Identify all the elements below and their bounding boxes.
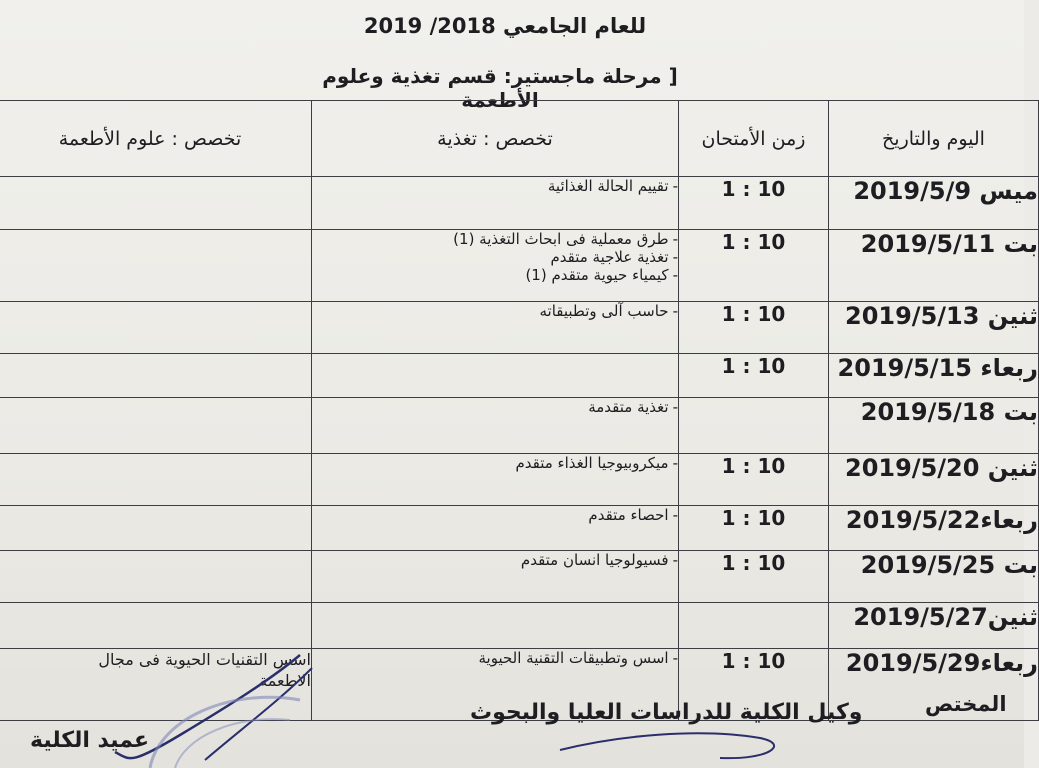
stamp-ring-inner bbox=[175, 719, 290, 768]
subject-item bbox=[312, 398, 678, 416]
exam-date-cell: بت 2019/5/11 bbox=[829, 230, 1039, 302]
nutrition-subjects-cell bbox=[312, 230, 679, 302]
table-row bbox=[0, 506, 1039, 551]
table-row bbox=[0, 354, 1039, 398]
vice-dean-signature-label: وكيل الكلية للدراسات العليا والبحوث bbox=[470, 700, 863, 725]
bullet-dash: - bbox=[672, 248, 678, 266]
food-science-subjects-cell bbox=[0, 551, 312, 603]
table-row bbox=[0, 603, 1039, 649]
subject-text: تغذية علاجية متقدم bbox=[550, 248, 669, 266]
subject-text: طرق معملية فى ابحاث التغذية (1) bbox=[453, 230, 669, 248]
subject-item bbox=[312, 551, 678, 569]
food-science-subjects-cell bbox=[0, 603, 312, 649]
exam-date-cell: بت 2019/5/18 bbox=[829, 398, 1039, 454]
subject-text: اسس وتطبيقات التقنية الحيوية bbox=[478, 649, 669, 667]
bullet-dash: - bbox=[672, 649, 678, 667]
academic-year-title: للعام الجامعي 2018/ 2019 bbox=[363, 14, 647, 38]
nutrition-subjects-cell bbox=[312, 603, 679, 649]
bullet-dash: - bbox=[672, 551, 678, 569]
exam-schedule-table bbox=[0, 100, 1039, 721]
bullet-dash: - bbox=[672, 506, 678, 524]
bullet-dash: - bbox=[672, 398, 678, 416]
exam-time-cell: 1 : 10 bbox=[679, 506, 829, 551]
exam-date-cell: ثنين 2019/5/20 bbox=[829, 454, 1039, 506]
header-food-science: تخصص : علوم الأطعمة bbox=[0, 101, 312, 177]
table-row bbox=[0, 398, 1039, 454]
food-science-subjects-cell bbox=[0, 354, 312, 398]
exam-time-cell: 1 : 10 bbox=[679, 354, 829, 398]
exam-time-cell bbox=[679, 603, 829, 649]
table-row bbox=[0, 454, 1039, 506]
subject-item bbox=[312, 248, 678, 266]
exam-date-cell: ربعاء2019/5/22 bbox=[829, 506, 1039, 551]
bullet-dash: - bbox=[672, 177, 678, 195]
nutrition-subjects-cell bbox=[312, 177, 679, 230]
bullet-dash: - bbox=[672, 266, 678, 284]
exam-date-cell: بت 2019/5/25 bbox=[829, 551, 1039, 603]
exam-date-cell: ربعاء2019/5/29 bbox=[829, 649, 1039, 721]
subject-item bbox=[312, 506, 678, 524]
stage-title: [ مرحلة ماجستير: قسم تغذية وعلوم الأطعمة bbox=[322, 64, 678, 112]
exam-time-cell: 1 : 10 bbox=[679, 230, 829, 302]
subject-item bbox=[312, 649, 678, 667]
subject-item bbox=[312, 230, 678, 248]
exam-date-cell: ربعاء 2019/5/15 bbox=[829, 354, 1039, 398]
subject-item bbox=[312, 302, 678, 320]
food-science-subjects-cell bbox=[0, 230, 312, 302]
header-exam-time: زمن الأمتحان bbox=[679, 101, 829, 177]
subject-text: الاطعمة bbox=[259, 671, 311, 690]
exam-time-cell: 1 : 10 bbox=[679, 454, 829, 506]
exam-time-cell bbox=[679, 398, 829, 454]
nutrition-subjects-cell bbox=[312, 506, 679, 551]
subject-item bbox=[312, 266, 678, 284]
exam-time-cell: 1 : 10 bbox=[679, 649, 829, 721]
bullet-dash: - bbox=[672, 302, 678, 320]
subject-text: فسيولوجيا انسان متقدم bbox=[520, 551, 669, 569]
food-science-subjects-cell bbox=[0, 302, 312, 354]
exam-date-cell: ثنين 2019/5/13 bbox=[829, 302, 1039, 354]
subject-text: تغذية متقدمة bbox=[588, 398, 669, 416]
food-science-subjects-cell bbox=[0, 398, 312, 454]
subject-text: احصاء متقدم bbox=[588, 506, 669, 524]
subject-text: تقييم الحالة الغذائية bbox=[547, 177, 669, 195]
nutrition-subjects-cell bbox=[312, 551, 679, 603]
subject-item bbox=[312, 177, 678, 195]
subject-text: ميكروبيوجيا الغذاء متقدم bbox=[515, 454, 669, 472]
table-row bbox=[0, 177, 1039, 230]
bullet-dash: - bbox=[672, 230, 678, 248]
vice-dean-signature bbox=[560, 733, 774, 758]
bullet-dash: - bbox=[672, 454, 678, 472]
exam-time-cell: 1 : 10 bbox=[679, 177, 829, 230]
exam-time-cell: 1 : 10 bbox=[679, 302, 829, 354]
nutrition-subjects-cell bbox=[312, 454, 679, 506]
exam-time-cell: 1 : 10 bbox=[679, 551, 829, 603]
table-row bbox=[0, 302, 1039, 354]
nutrition-subjects-cell bbox=[312, 302, 679, 354]
exam-date-cell: ثنين2019/5/27 bbox=[829, 603, 1039, 649]
nutrition-subjects-cell bbox=[312, 354, 679, 398]
subject-text: كيمياء حيوية متقدم (1) bbox=[525, 266, 669, 284]
table-header-row bbox=[0, 101, 1039, 177]
food-science-subjects-cell bbox=[0, 454, 312, 506]
food-science-subjects-cell bbox=[0, 177, 312, 230]
food-science-subjects-cell bbox=[0, 649, 312, 721]
header-day-date: اليوم والتاريخ bbox=[829, 101, 1039, 177]
nutrition-subjects-cell bbox=[312, 398, 679, 454]
header-nutrition: تخصص : تغذية bbox=[312, 101, 679, 177]
subject-item bbox=[312, 454, 678, 472]
specialist-signature-label: المختص bbox=[925, 692, 1007, 716]
food-science-subjects-cell bbox=[0, 506, 312, 551]
dean-signature-label: عميد الكلية bbox=[30, 728, 150, 753]
table-row bbox=[0, 230, 1039, 302]
table-row bbox=[0, 551, 1039, 603]
exam-date-cell: ميس 2019/5/9 bbox=[829, 177, 1039, 230]
subject-text: حاسب آلى وتطبيقاته bbox=[539, 302, 669, 320]
subject-text: اسس التقنيات الحيوية فى مجال bbox=[98, 650, 311, 669]
